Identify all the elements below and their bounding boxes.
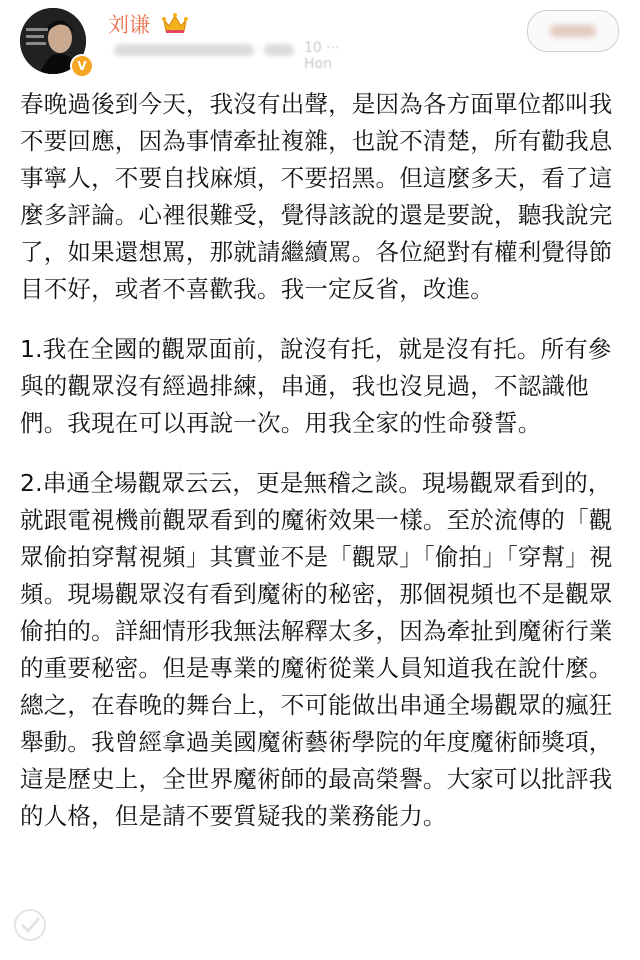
post-paragraph: 春晚過後到今天，我沒有出聲，是因為各方面單位都叫我不要回應，因為事情牽扯複雜，也說不清楚，所有勸我息事寧人，不要自找麻煩，不要招黑。但這麼多天，看了這麼多評論。心裡很難受，覺得該說的還是要說，聽我說完了，如果還想罵，那就請繼續罵。各位絕對有權利覺得節目不好，或者不喜歡我。我一定反省，改進。 (20, 90, 613, 303)
author-name[interactable]: 刘谦 (108, 13, 150, 37)
watermark-icon (8, 905, 52, 945)
post-body (20, 86, 626, 835)
post-paragraph: 2.串通全場觀眾云云，更是無稽之談。現場觀眾看到的，就跟電視機前觀眾看到的魔術效果一樣。至於流傳的「觀眾偷拍穿幫視頻」其實並不是「觀眾」「偷拍」「穿幫」視頻。現場觀眾沒有看到魔術的秘密，那個視頻也不是觀眾偷拍的。詳細情形我無法解釋太多，因為牽扯到魔術行業的重要秘密。但是專業的魔術從業人員知道我在說什麼。總之，在春晚的舞台上，不可能做出串通全場觀眾的瘋狂舉動。我曾經拿過美國魔術藝術學院的年度魔術師獎項，這是歷史上，全世界魔術師的最高榮譽。大家可以批評我的人格，但是請不要質疑我的業務能力。 (20, 469, 613, 830)
post-paragraph: 1.我在全國的觀眾面前，說沒有托，就是沒有托。所有參與的觀眾沒有經過排練，串通，我也沒見過，不認識他們。我現在可以再說一次。用我全家的性命發誓。 (20, 335, 612, 437)
follow-button[interactable] (527, 10, 619, 52)
follow-button-label-blurred (550, 25, 596, 37)
crown-icon (162, 12, 188, 34)
post-meta (104, 38, 364, 72)
verified-badge-icon: V (70, 54, 94, 78)
post-header (0, 0, 640, 78)
post-meta-text: 10 ··· Hon (304, 40, 340, 72)
